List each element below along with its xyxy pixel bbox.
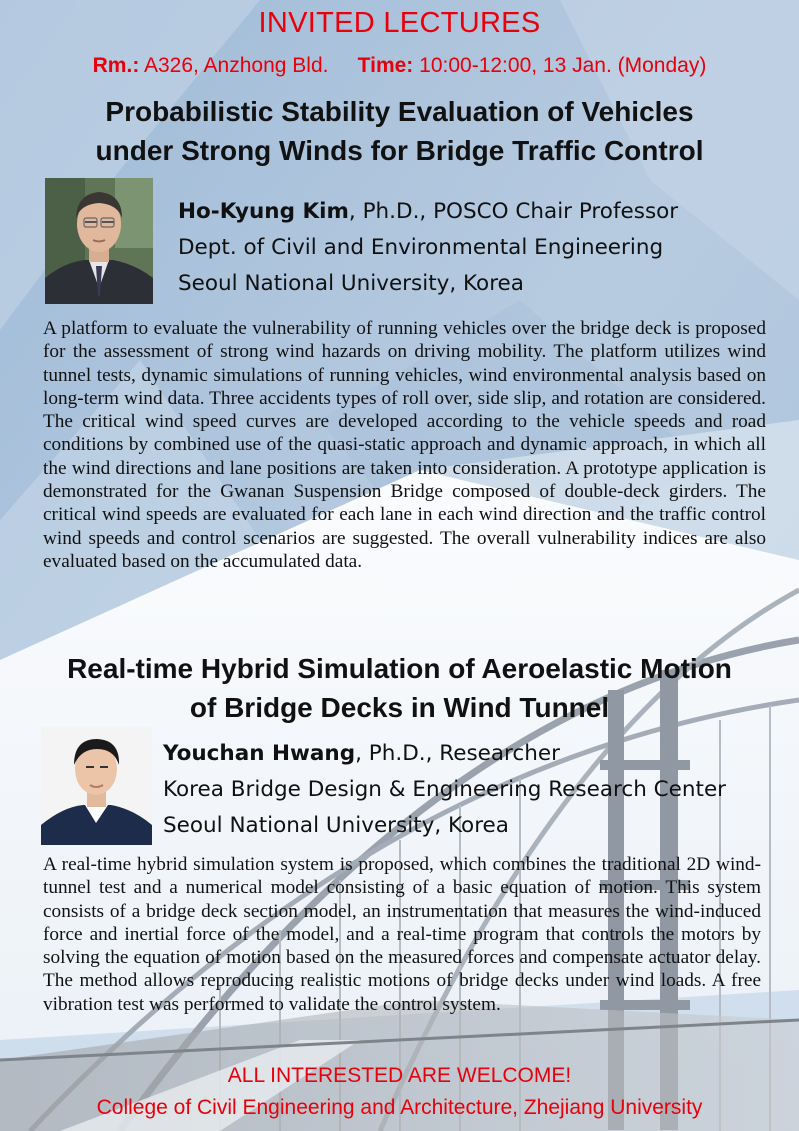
speaker-2-info [163,736,726,844]
time-label: Time: [357,54,414,77]
speaker-1-affiliation-2: Seoul National University, Korea [178,271,524,296]
speaker-2-title: , Ph.D., Researcher [355,741,560,766]
speaker-2-photo [41,727,152,845]
poster-heading: INVITED LECTURES [258,7,541,39]
speaker-1-info [178,194,678,302]
speaker-1-name: Ho-Kyung Kim [178,199,349,224]
lecture-1-title-line-2: under Strong Winds for Bridge Traffic Control [95,135,704,166]
lecture-1-title-line-1: Probabilistic Stability Evaluation of Vehicles [105,96,694,127]
welcome-message: ALL INTERESTED ARE WELCOME! [227,1064,572,1087]
lecture-1-title [0,92,799,170]
lecture-2-title [0,649,799,727]
lecture-2-abstract: A real-time hybrid simulation system is proposed, which combines the traditional 2D wind-tunnel test and a numerical model consisting of a basic equation of motion. This system consists of a bridge deck section model, an instrumentation that measures the wind-induced force and inertial force of the model, and a real-time program that controls the motors by solving the equation of motion based on the measured forces and compensate actuator delay. The method allows reproducing realistic motions of bridge decks under wind loads. A free vibration test was performed to validate the control system. [43,854,761,1015]
lecture-1-abstract: A platform to evaluate the vulnerability of running vehicles over the bridge deck is proposed for the assessment of strong wind hazards on driving mobility. The platform utilizes wind tunnel tests, dynamic simulations of running vehicles, wind environmental analysis based on long-term wind data. Three accidents types of roll over, side slip, and rotation are considered. The critical wind speed curves are developed according to the vehicle speeds and road conditions by combined use of the quasi-static approach and dynamic approach, in which all the wind directions and lane positions are taken into consideration. A prototype application is demonstrated for the Gwanan Suspension Bridge composed of double-deck girders. The critical wind speeds are evaluated for each lane in each wind direction and the traffic control wind speeds and control scenarios are suggested. The overall vulnerability indices are also evaluated based on the accumulated data. [43,318,766,572]
speaker-1-line [178,194,678,230]
speaker-2-affiliation-2: Seoul National University, Korea [163,813,509,838]
speaker-2-name: Youchan Hwang [163,741,356,766]
speaker-2-affiliation-1: Korea Bridge Design & Engineering Research Center [163,777,727,802]
host-institution: College of Civil Engineering and Architecture, Zhejiang University [96,1096,703,1119]
speaker-1-affiliation-1: Dept. of Civil and Environmental Engineering [178,235,664,260]
lecture-2-title-line-1: Real-time Hybrid Simulation of Aeroelastic Motion [67,653,732,684]
speaker-1-photo [45,178,153,304]
room-value: A326, Anzhong Bld. [144,54,329,77]
speaker-2-line [163,736,726,772]
room-label: Rm.: [92,54,140,77]
speaker-1-title: , Ph.D., POSCO Chair Professor [348,199,679,224]
lecture-details [0,52,799,80]
time-value: 10:00-12:00, 13 Jan. (Monday) [419,54,707,77]
lecture-2-title-line-2: of Bridge Decks in Wind Tunnel [189,692,610,723]
